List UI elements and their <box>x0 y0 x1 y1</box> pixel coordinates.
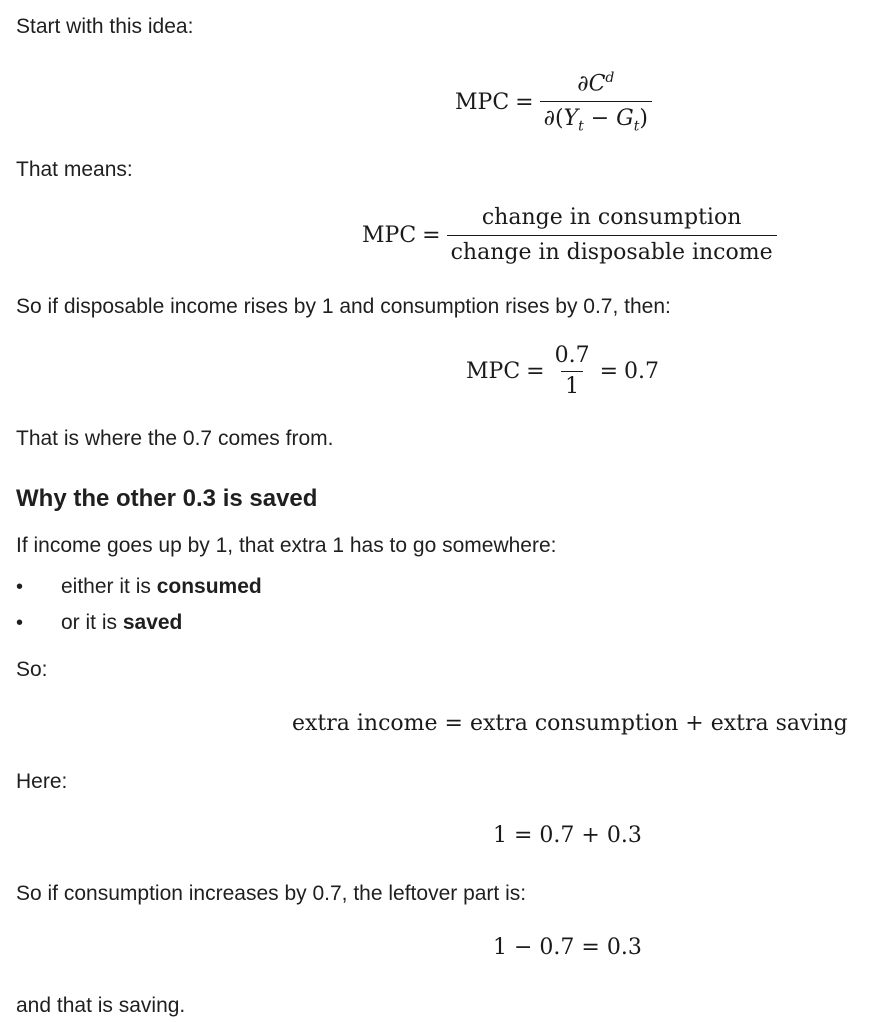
fraction-numerator: 0.7 <box>554 343 590 368</box>
fraction-denominator: $\partial(Y_t - G_t)$ <box>540 101 652 140</box>
income-up-text: If income goes up by 1, that extra 1 has to go somewhere: <box>16 534 557 557</box>
bullet-icon: • <box>16 576 24 598</box>
mpc-label: MPC <box>362 223 417 248</box>
mpc-label: MPC <box>466 359 521 384</box>
fraction-denominator: 1 <box>561 371 583 399</box>
means-text: That means: <box>16 158 133 181</box>
equals-sign: = <box>515 89 534 115</box>
bullet-icon: • <box>16 612 24 634</box>
fraction-denominator: change in disposable income <box>447 235 777 267</box>
mpc-value-equation <box>466 344 659 399</box>
here-text: Here: <box>16 770 68 793</box>
ratio-fraction <box>447 204 777 267</box>
equals-sign: = <box>599 359 619 384</box>
so-if-text: So if disposable income rises by 1 and consumption rises by 0.7, then: <box>16 295 671 318</box>
mpc-label: MPC <box>455 89 510 115</box>
mpc-derivative-equation <box>455 64 652 141</box>
income-identity-equation: extra income = extra consumption + extra saving <box>292 711 848 736</box>
mpc-value: 0.7 <box>624 359 660 384</box>
value-fraction <box>551 344 594 399</box>
sum-equation: 1 = 0.7 + 0.3 <box>493 823 642 848</box>
where-text: That is where the 0.7 comes from. <box>16 427 334 450</box>
section-heading: Why the other 0.3 is saved <box>16 485 318 512</box>
so-if2-text: So if consumption increases by 0.7, the leftover part is: <box>16 882 527 905</box>
fraction-numerator: $\partial C^d$ <box>577 70 615 97</box>
equals-sign: = <box>422 223 441 248</box>
intro-text: Start with this idea: <box>16 15 194 38</box>
derivative-fraction <box>540 64 652 141</box>
difference-equation: 1 − 0.7 = 0.3 <box>493 935 642 960</box>
fraction-numerator: change in consumption <box>481 205 742 230</box>
mpc-ratio-equation <box>362 204 777 267</box>
equals-sign: = <box>526 359 545 384</box>
so-text: So: <box>16 658 48 681</box>
saving-text: and that is saving. <box>16 994 186 1017</box>
